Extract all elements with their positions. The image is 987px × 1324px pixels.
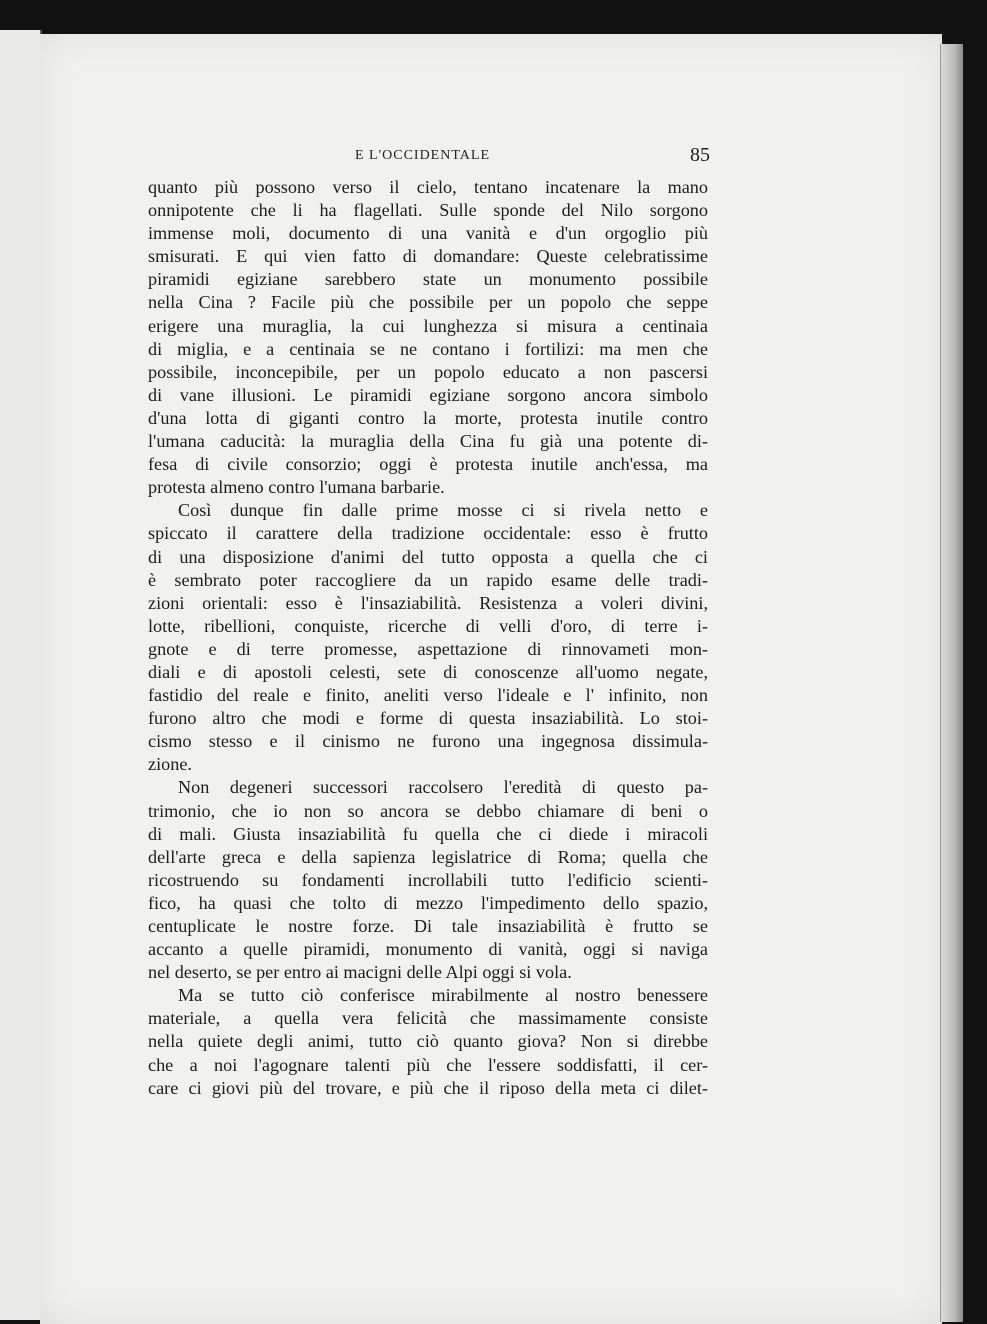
- text-line: fico, ha quasi che tolto di mezzo l'impedimento dello spazio,: [148, 892, 708, 913]
- text-line: possibile, inconcepibile, per un popolo educato a non pascersi: [148, 361, 708, 382]
- text-line: Non degeneri successori raccolsero l'eredità di questo pa-: [178, 777, 708, 798]
- paragraph: [148, 176, 708, 499]
- paragraph: [148, 499, 708, 776]
- text-line: nel deserto, se per entro ai macigni delle Alpi oggi si vola.: [148, 962, 572, 983]
- body-text: [148, 176, 708, 1100]
- text-line: furono altro che modi e forme di questa insaziabilità. Lo stoi-: [148, 708, 708, 729]
- page-stack-edge: [940, 44, 963, 1322]
- text-line: l'umana caducità: la muraglia della Cina fu già una potente di-: [148, 431, 708, 452]
- text-line: centuplicate le nostre forze. Di tale insaziabilità è frutto se: [148, 916, 708, 936]
- facing-page-edge: [0, 30, 42, 1320]
- text-line: ricostruendo su fondamenti incrollabili tutto l'edificio scienti-: [148, 869, 708, 890]
- page-number: 85: [690, 144, 710, 166]
- text-line: che a noi l'agognare talenti più che l'essere soddisfatti, il cer-: [148, 1054, 708, 1075]
- text-line: protesta almeno contro l'umana barbarie.: [148, 477, 445, 498]
- text-line: piramidi egiziane sarebbero state un monumento possibile: [148, 269, 708, 290]
- text-line: smisurati. E qui vien fatto di domandare: Queste celebratissime: [148, 246, 708, 267]
- text-line: di vane illusioni. Le piramidi egiziane sorgono ancora simbolo: [148, 384, 708, 405]
- text-line: diali e di apostoli celesti, sete di conoscenze all'uomo negate,: [148, 661, 708, 682]
- text-line: Ma se tutto ciò conferisce mirabilmente al nostro benessere: [178, 985, 708, 1006]
- text-line: accanto a quelle piramidi, monumento di vanità, oggi si naviga: [148, 939, 708, 960]
- text-line: fesa di civile consorzio; oggi è protesta inutile anch'essa, ma: [148, 454, 708, 475]
- text-line: di miglia, e a centinaia se ne contano i fortilizi: ma men che: [148, 338, 708, 359]
- text-line: onnipotente che li ha flagellati. Sulle sponde del Nilo sorgono: [148, 200, 708, 221]
- text-line: nella Cina ? Facile più che possibile per un popolo che seppe: [148, 292, 708, 313]
- text-line: zione.: [148, 754, 192, 775]
- text-line: Così dunque fin dalle prime mosse ci si rivela netto e: [178, 500, 708, 521]
- text-line: trimonio, che io non so ancora se debbo chiamare di beni o: [148, 800, 708, 821]
- text-line: cismo stesso e il cinismo ne furono una ingegnosa dissimula-: [148, 731, 708, 752]
- text-line: è sembrato poter raccogliere da un rapido esame delle tradi-: [148, 569, 708, 590]
- text-line: immense moli, documento di una vanità e d'un orgoglio più: [148, 223, 708, 244]
- text-line: nella quiete degli animi, tutto ciò quanto giova? Non si direbbe: [148, 1031, 708, 1052]
- text-line: erigere una muraglia, la cui lunghezza si misura a centinaia: [148, 315, 708, 336]
- text-line: zioni orientali: esso è l'insaziabilità. Resistenza a voleri divini,: [148, 592, 708, 613]
- text-line: d'una lotta di giganti contro la morte, protesta inutile contro: [148, 407, 708, 428]
- paragraph: [148, 984, 708, 1099]
- text-line: care ci giovi più del trovare, e più che il riposo della meta ci dilet-: [148, 1077, 708, 1098]
- text-line: materiale, a quella vera felicità che massimamente consiste: [148, 1008, 708, 1029]
- running-head: E L'OCCIDENTALE: [355, 148, 490, 163]
- text-line: fastidio del reale e finito, aneliti verso l'ideale e l' infinito, non: [148, 685, 708, 706]
- text-line: spiccato il carattere della tradizione occidentale: esso è frutto: [148, 523, 708, 544]
- text-line: di una disposizione d'animi del tutto opposta a quella che ci: [148, 546, 708, 567]
- text-line: gnote e di terre promesse, aspettazione di rinnovameti mon-: [148, 638, 708, 659]
- text-line: di mali. Giusta insaziabilità fu quella che ci diede i miracoli: [148, 823, 708, 844]
- text-line: quanto più possono verso il cielo, tentano incatenare la mano: [148, 177, 708, 197]
- text-line: dell'arte greca e della sapienza legislatrice di Roma; quella che: [148, 846, 708, 867]
- paragraph: [148, 776, 708, 984]
- page-header: [355, 144, 710, 170]
- text-line: lotte, ribellioni, conquiste, ricerche di velli d'oro, di terre i-: [148, 615, 708, 636]
